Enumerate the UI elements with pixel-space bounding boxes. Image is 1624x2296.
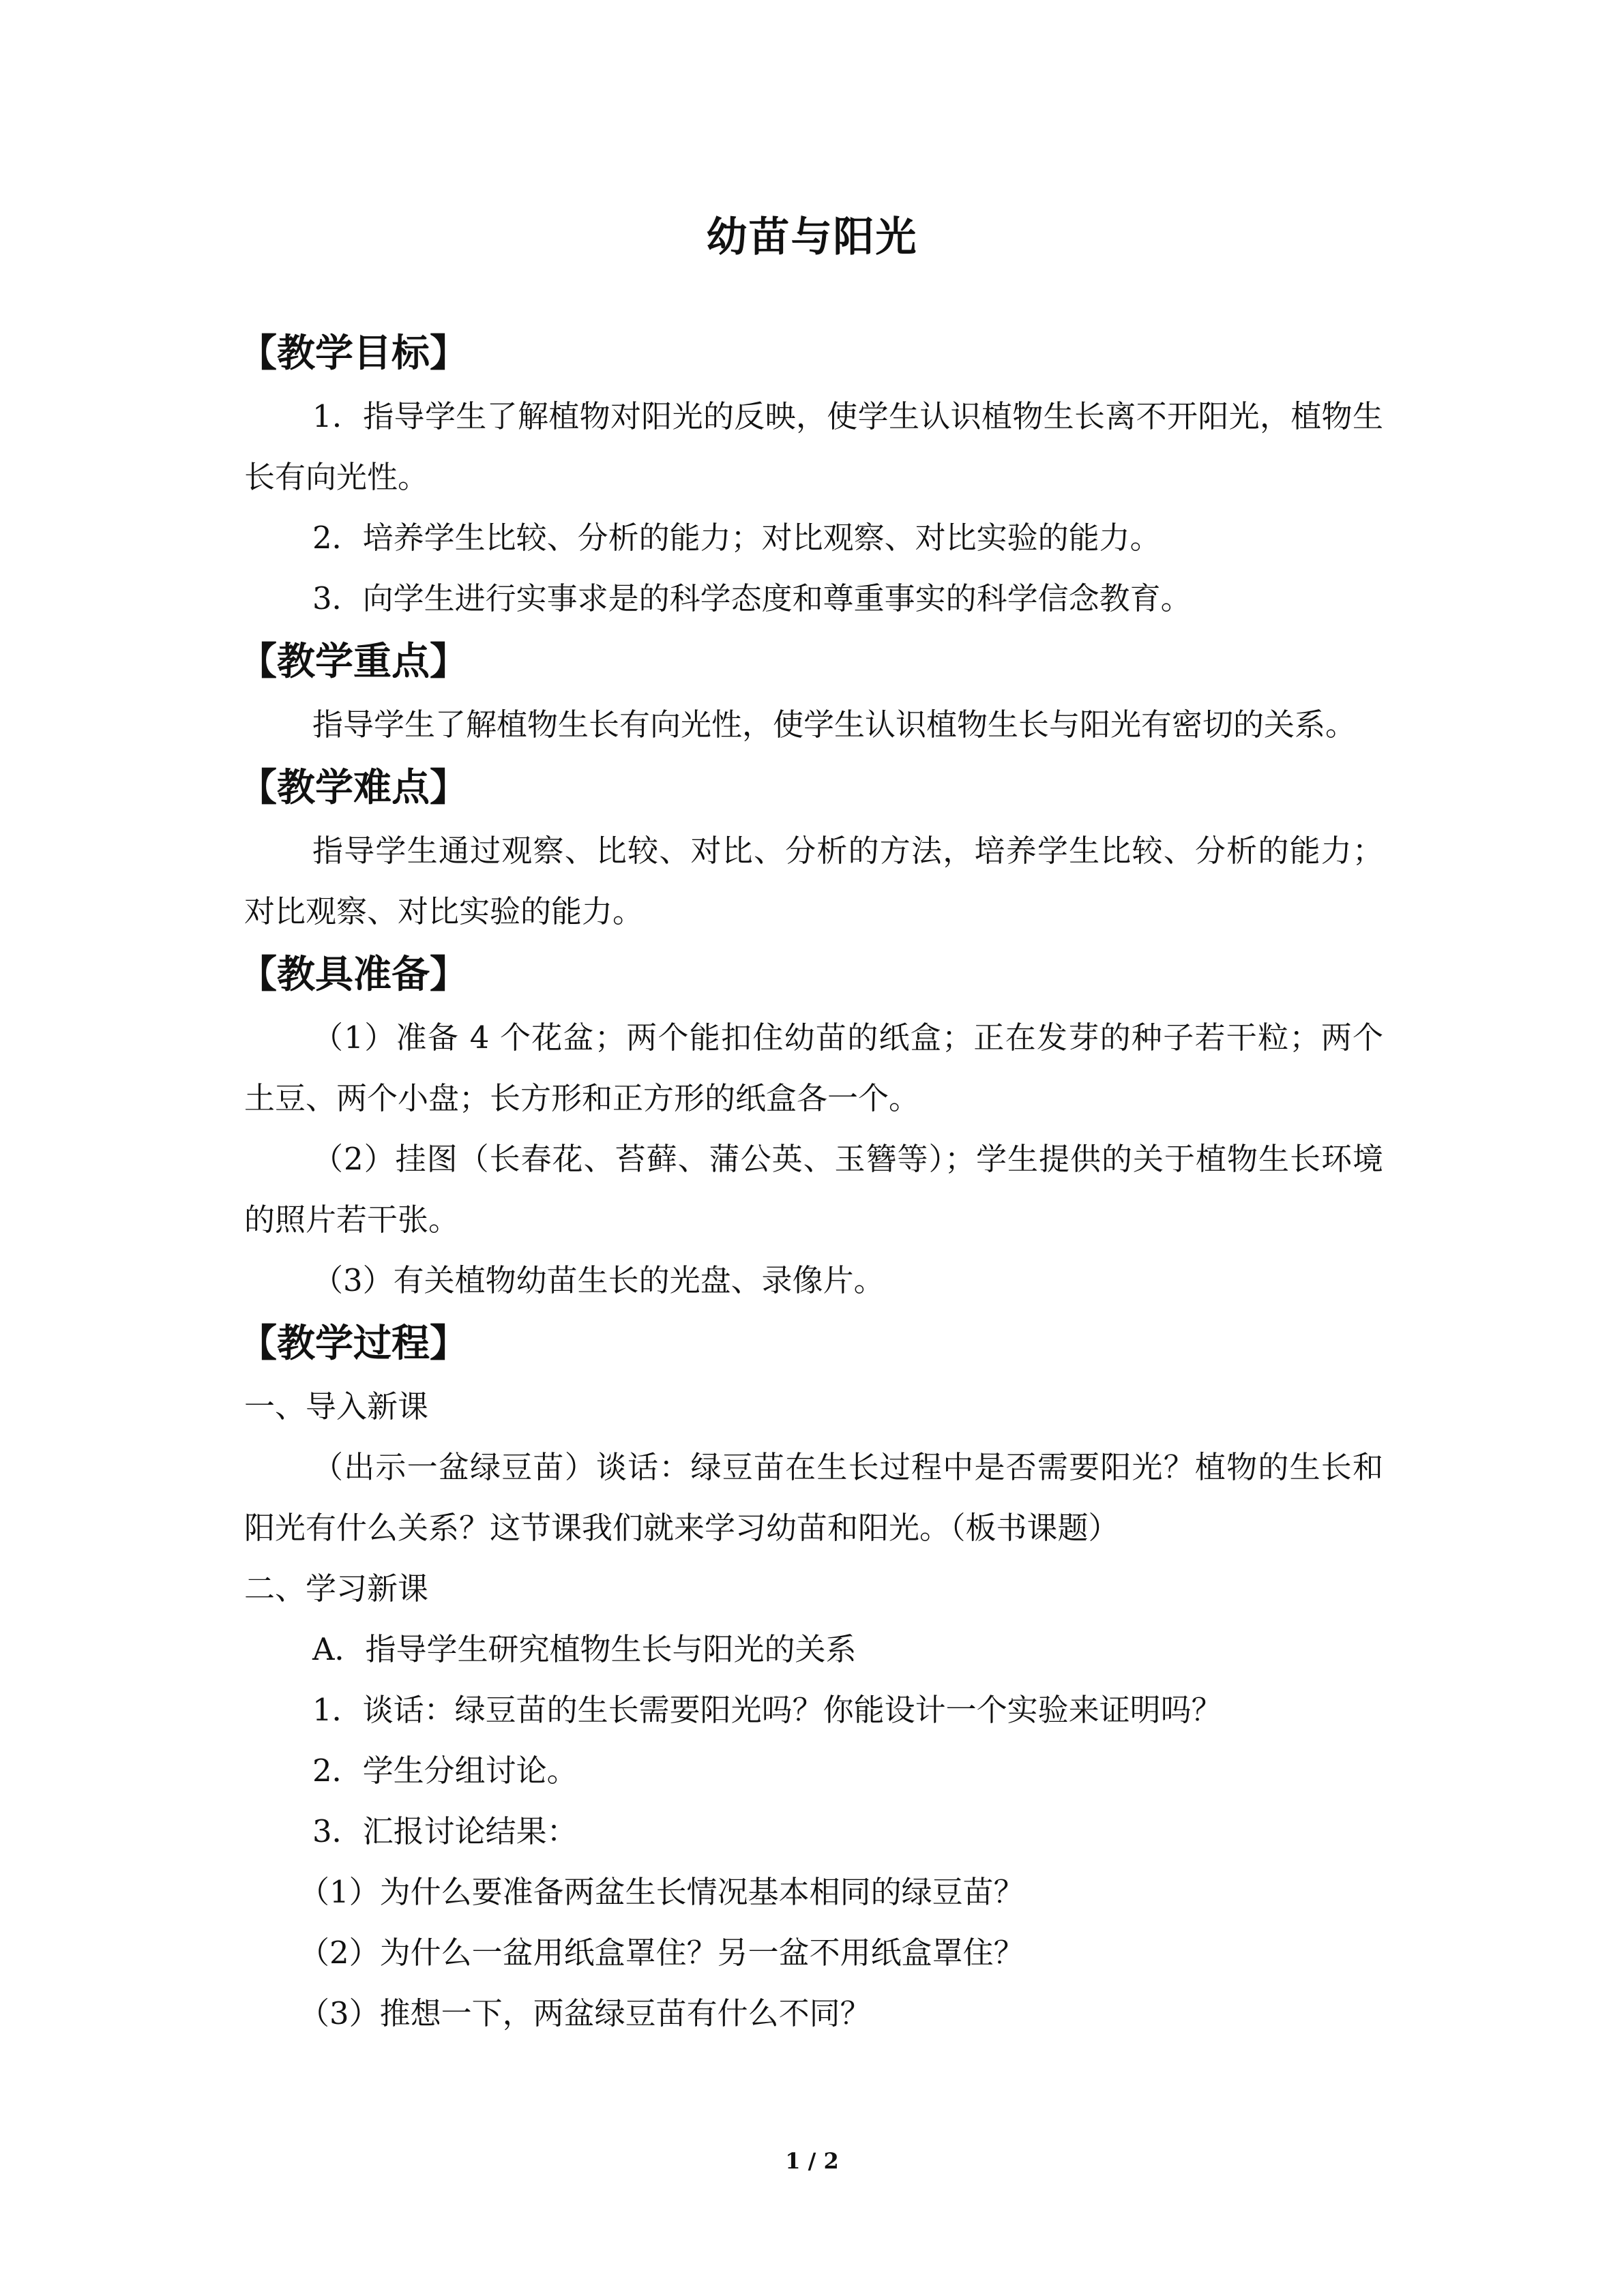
process-item-2: 2．学生分组讨论。: [312, 1753, 578, 1789]
process-question-2: （2）为什么一盆用纸盒罩住？另一盆不用纸盒罩住？: [299, 1935, 1024, 1971]
process-item-3: 3．汇报讨论结果：: [312, 1813, 578, 1849]
process-part1-text: （出示一盆绿豆苗）谈话：绿豆苗在生长过程中是否需要阳光？植物的生长和阳光有什么关系？这节课我们就来学习幼苗和阳光。（板书课题）: [244, 1449, 1383, 1546]
heading-materials: 【教具准备】: [239, 952, 468, 997]
process-question-1: （1）为什么要准备两盆生长情况基本相同的绿豆苗？: [299, 1874, 1024, 1910]
document-body: [239, 320, 1383, 2044]
heading-teaching-goals: 【教学目标】: [239, 331, 468, 376]
heading-key-points: 【教学重点】: [239, 639, 468, 684]
materials-item-3: （3）有关植物幼苗生长的光盘、录像片。: [312, 1262, 885, 1298]
key-points-text: 指导学生了解植物生长有向光性，使学生认识植物生长与阳光有密切的关系。: [312, 706, 1357, 743]
process-question-3: （3）推想一下，两盆绿豆苗有什么不同？: [299, 1995, 871, 2031]
goal-item-2: 2．培养学生比较、分析的能力；对比观察、对比实验的能力。: [312, 520, 1161, 556]
process-item-1: 1．谈话：绿豆苗的生长需要阳光吗？你能设计一个实验来证明吗？: [312, 1692, 1222, 1728]
heading-difficulties: 【教学难点】: [239, 765, 468, 810]
materials-item-1: （1）准备 4 个花盆；两个能扣住幼苗的纸盒；正在发芽的种子若干粒；两个土豆、两个小盘；长方形和正方形的纸盒各一个。: [244, 1019, 1383, 1116]
process-part1-heading: 一、导入新课: [244, 1388, 429, 1425]
materials-item-2: （2）挂图（长春花、苔藓、蒲公英、玉簪等）；学生提供的关于植物生长环境的照片若干张。: [244, 1141, 1383, 1238]
heading-process: 【教学过程】: [239, 1321, 468, 1366]
difficulties-text: 指导学生通过观察、比较、对比、分析的方法，培养学生比较、分析的能力；对比观察、对比实验的能力。: [244, 833, 1383, 929]
page-number: 1 / 2: [785, 2148, 839, 2174]
process-part2-heading: 二、学习新课: [244, 1570, 429, 1607]
goal-item-3: 3．向学生进行实事求是的科学态度和尊重事实的科学信念教育。: [312, 580, 1192, 616]
goal-item-1: 1．指导学生了解植物对阳光的反映，使学生认识植物生长离不开阳光，植物生长有向光性。: [244, 398, 1383, 495]
document-title: 幼苗与阳光: [706, 213, 918, 261]
process-part2-sub-a: A．指导学生研究植物生长与阳光的关系: [312, 1631, 857, 1667]
